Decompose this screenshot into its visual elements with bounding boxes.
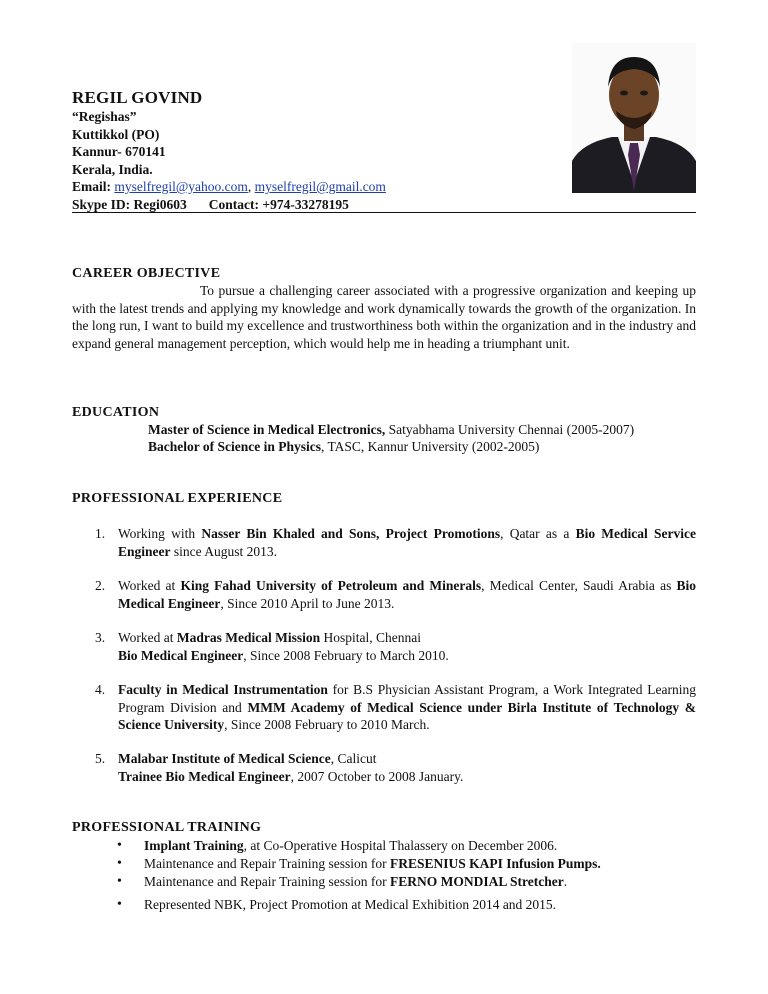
education-heading: EDUCATION bbox=[72, 405, 160, 420]
body-text: , at Co-Operative Hospital Thalassery on December 2006. bbox=[243, 838, 558, 853]
emphasis-text: MMM Academy of Medical Science under Birla Institute of Technology & Science University bbox=[118, 699, 696, 732]
degree-name: Bachelor of Science in Physics bbox=[148, 439, 321, 454]
skype-id: Skype ID: Regi0603 bbox=[72, 196, 187, 212]
training-text bbox=[144, 896, 696, 914]
experience-text bbox=[118, 577, 696, 612]
training-item bbox=[72, 855, 696, 873]
skype-contact-line bbox=[72, 196, 696, 214]
bullet-icon: • bbox=[117, 838, 122, 853]
body-text: Maintenance and Repair Training session for bbox=[144, 856, 390, 871]
emphasis-text: Faculty in Medical Instrumentation bbox=[118, 682, 328, 697]
career-objective-heading: CAREER OBJECTIVE bbox=[72, 266, 221, 281]
experience-text bbox=[118, 681, 696, 734]
training-item bbox=[72, 837, 696, 855]
item-number: 5. bbox=[95, 751, 106, 766]
body-text: since August 2013. bbox=[170, 543, 277, 559]
objective-body: To pursue a challenging career associated with a progressive organization and keeping up with the latest trends and applying my knowledge and work dynamically towards the growth of the organization. In the long run, I want to build my excellence and trustworthiness both within the organization and in the industry and expand general management perception, which would help me in heading a triumphant unit. bbox=[72, 283, 696, 351]
education-item bbox=[148, 438, 539, 456]
emphasis-text: FRESENIUS KAPI Infusion Pumps. bbox=[389, 856, 601, 871]
body-text: , Calicut bbox=[330, 751, 377, 766]
body-text: , Since 2008 February to March 2010. bbox=[243, 647, 449, 663]
experience-text bbox=[118, 525, 696, 560]
body-text: for B.S Physician Assistant Program, a Work Integrated Learning Program Division and bbox=[118, 682, 696, 715]
experience-item bbox=[72, 681, 696, 734]
email-link-gmail[interactable]: myselfregil@gmail.com bbox=[254, 179, 386, 194]
experience-item bbox=[72, 525, 696, 560]
training-item bbox=[72, 873, 696, 891]
emphasis-text: Trainee Bio Medical Engineer bbox=[118, 768, 291, 784]
career-objective-text bbox=[72, 282, 696, 352]
emphasis-text: Bio Medical Service Engineer bbox=[118, 526, 696, 559]
body-text: , Since 2008 February to 2010 March. bbox=[224, 717, 430, 732]
body-text: , Qatar as a bbox=[500, 526, 576, 541]
item-number: 4. bbox=[95, 682, 106, 697]
degree-detail: Satyabhama University Chennai (2005-2007) bbox=[385, 422, 635, 437]
experience-text bbox=[118, 750, 696, 785]
bullet-icon: • bbox=[117, 856, 122, 871]
emphasis-text: FERNO MONDIAL Stretcher bbox=[389, 874, 564, 889]
item-number: 3. bbox=[95, 630, 106, 645]
training-text bbox=[144, 837, 696, 855]
body-text: Maintenance and Repair Training session for bbox=[144, 874, 390, 889]
item-number: 1. bbox=[95, 526, 106, 541]
degree-detail: , TASC, Kannur University (2002-2005) bbox=[321, 439, 540, 454]
bullet-icon: • bbox=[117, 874, 122, 889]
state-country: Kerala, India. bbox=[72, 161, 153, 177]
emphasis-text: King Fahad University of Petroleum and Minerals bbox=[180, 578, 482, 593]
portrait-image bbox=[572, 43, 696, 193]
body-text: Worked at bbox=[118, 578, 181, 593]
item-number: 2. bbox=[95, 578, 106, 593]
training-text bbox=[144, 855, 696, 873]
body-text: Working with bbox=[118, 526, 202, 541]
education-item bbox=[148, 421, 634, 439]
emphasis-text: Implant Training bbox=[144, 838, 244, 853]
body-text: , 2007 October to 2008 January. bbox=[290, 768, 464, 784]
emphasis-text: Bio Medical Engineer bbox=[118, 647, 244, 663]
contact-number: Contact: +974-33278195 bbox=[208, 196, 349, 212]
degree-name: Master of Science in Medical Electronics, bbox=[148, 422, 386, 437]
body-text: , Since 2010 April to June 2013. bbox=[220, 595, 395, 611]
experience-text bbox=[118, 629, 696, 664]
email-separator: , bbox=[247, 179, 255, 194]
header-divider bbox=[72, 212, 696, 213]
emphasis-text: Malabar Institute of Medical Science bbox=[118, 751, 331, 766]
body-text: . bbox=[563, 874, 568, 889]
post-office: Kuttikkol (PO) bbox=[72, 126, 160, 142]
emphasis-text: Bio Medical Engineer bbox=[118, 578, 696, 611]
experience-item bbox=[72, 577, 696, 612]
candidate-name: REGIL GOVIND bbox=[72, 88, 203, 107]
training-item bbox=[72, 896, 696, 914]
district: Kannur- 670141 bbox=[72, 144, 166, 159]
training-heading: PROFESSIONAL TRAINING bbox=[72, 820, 262, 835]
house-name: “Regishas” bbox=[72, 109, 137, 124]
emphasis-text: Nasser Bin Khaled and Sons, Project Promotions bbox=[201, 526, 501, 541]
email-link-yahoo[interactable]: myselfregil@yahoo.com bbox=[114, 179, 248, 194]
body-text: Represented NBK, Project Promotion at Medical Exhibition 2014 and 2015. bbox=[144, 897, 557, 912]
experience-heading: PROFESSIONAL EXPERIENCE bbox=[72, 491, 283, 506]
body-text: Hospital, Chennai bbox=[320, 630, 422, 645]
experience-item bbox=[72, 750, 696, 785]
body-text: , Medical Center, Saudi Arabia as bbox=[481, 578, 677, 593]
experience-item bbox=[72, 629, 696, 664]
email-label: Email: bbox=[72, 179, 115, 194]
profile-photo bbox=[572, 43, 696, 193]
emphasis-text: Madras Medical Mission bbox=[176, 630, 321, 645]
bullet-icon: • bbox=[117, 897, 122, 912]
body-text: Worked at bbox=[118, 630, 177, 645]
training-text bbox=[144, 873, 696, 891]
